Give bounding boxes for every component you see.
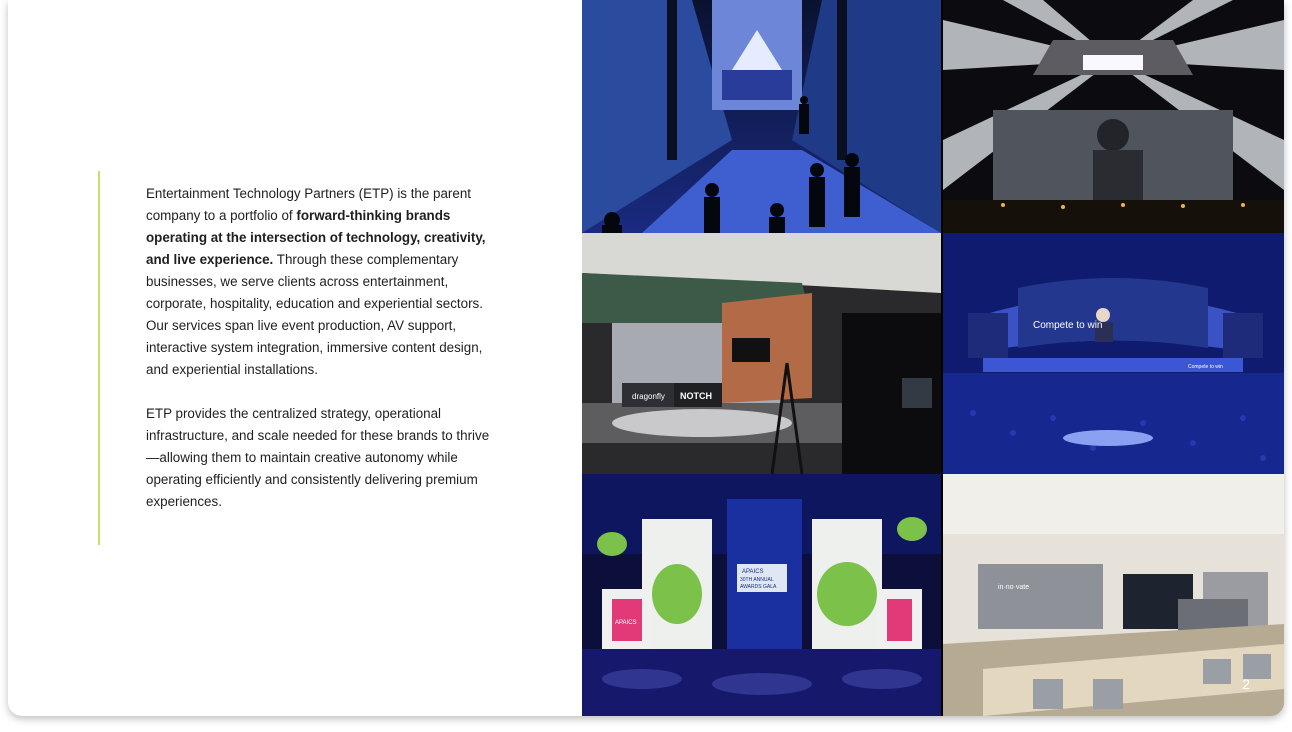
arena-small-text: Compete to win bbox=[1188, 364, 1223, 370]
intro-text-part1: Entertainment Technology Partners (ETP) is the parent company to a portfolio of bbox=[146, 186, 472, 223]
page-number: 2 bbox=[1242, 676, 1250, 692]
accent-bar bbox=[98, 171, 100, 545]
photo-concert-stage bbox=[943, 0, 1284, 233]
studio-sign-dragonfly: dragonfly bbox=[632, 392, 665, 401]
intro-text-bold: forward-thinking brands operating at the intersection of technology, creativity, and live experience. bbox=[146, 208, 486, 267]
gala-banner-line2: 30TH ANNUAL bbox=[740, 577, 774, 583]
gala-banner-line3: AWARDS GALA bbox=[740, 584, 777, 590]
photo-grid bbox=[582, 0, 1284, 716]
intro-text-part2: Through these complementary businesses, we serve clients across entertainment, corporate, hospitality, education and experiential sectors. Our services span live event production, AV support, interactive system integration, immersive content design, and experiential installations. bbox=[146, 252, 483, 377]
photo-arena-event bbox=[943, 233, 1284, 474]
gala-banner-line1: APAICS bbox=[742, 569, 764, 575]
photo-awards-gala bbox=[582, 474, 941, 716]
studio-sign-notch: NOTCH bbox=[680, 391, 712, 401]
photo-tv-studio bbox=[582, 233, 941, 474]
intro-paragraph bbox=[146, 183, 496, 381]
slide-page bbox=[8, 0, 1284, 716]
classroom-screen-text: in·no·vate bbox=[998, 584, 1030, 591]
arena-screen-text: Compete to win bbox=[1033, 320, 1103, 331]
photo-classroom bbox=[943, 474, 1284, 716]
photo-immersive-forest bbox=[582, 0, 941, 233]
second-paragraph: ETP provides the centralized strategy, operational infrastructure, and scale needed for these brands to thrive—allowing them to maintain creative autonomy while operating efficiently and consistently delivering premium experiences. bbox=[146, 406, 490, 509]
body-text bbox=[146, 183, 496, 535]
gala-side-sign: APAICS bbox=[615, 620, 637, 626]
